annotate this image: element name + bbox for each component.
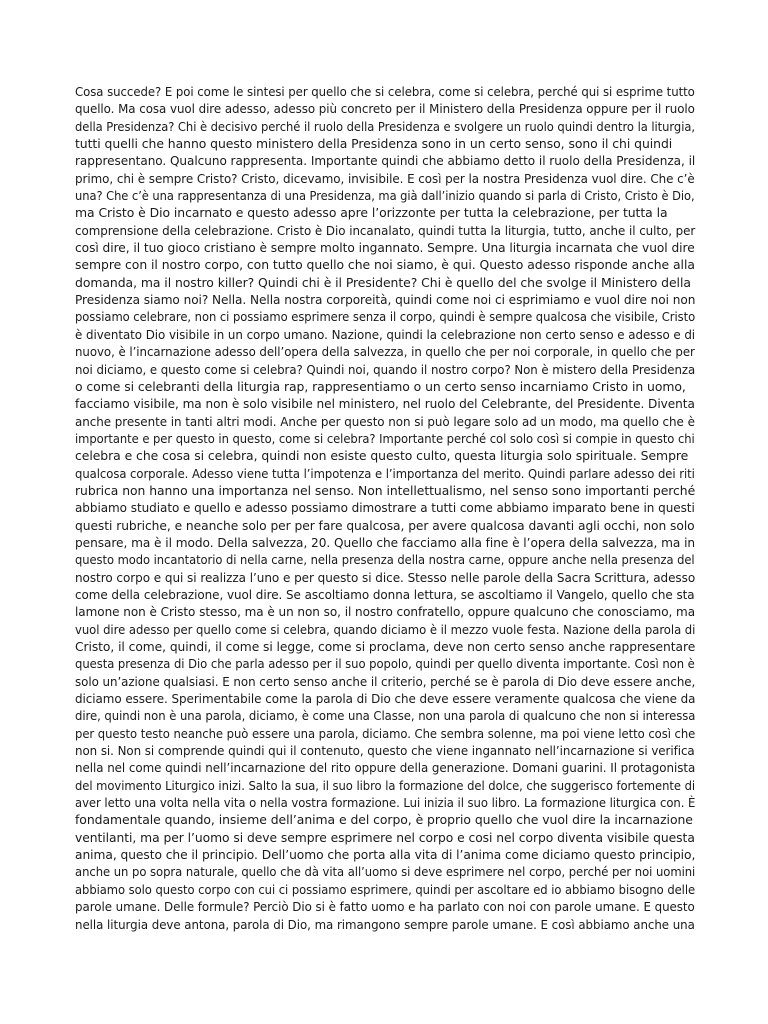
text-line: tutti quelli che hanno questo ministero della Presidenza sono in un certo senso, sono il chi quindi <box>75 136 673 152</box>
text-line: nella nel come quindi nell’incarnazione del rito oppure della generazione. Domani guarini. Il protagonista <box>75 760 696 776</box>
text-line: solo un’azione qualsiasi. E non certo senso anche il criterio, perché se è parola di Dio deve essere anche, <box>75 673 696 689</box>
text-line: qualcosa corporale. Adesso viene tutta l’impotenza e l’importanza del merito. Quindi parlare adesso dei riti <box>75 465 695 481</box>
text-line: rappresentano. Qualcuno rappresenta. Importante quindi che abbiamo detto il ruolo della Presidenza, il <box>75 153 696 169</box>
text-line: Presidenza siamo noi? Nella. Nella nostra corporeità, quindi come noi ci esprimiamo e vuol dire noi non <box>75 292 696 308</box>
text-line: dire, quindi non è una parola, diciamo, è come una Classe, non una parola di qualcuno che non si interessa <box>75 708 696 724</box>
text-line: anche presente in tanti altri modi. Anche per questo non si può legare solo ad un modo, ma quello che è <box>75 413 695 429</box>
text-line: noi diciamo, e questo come si celebra? Quindi noi, quando il nostro corpo? Non è mistero della Presidenza <box>75 361 696 377</box>
text-line: celebra e che cosa si celebra, quindi non esiste questo culto, questa liturgia solo spirituale. Sempre <box>75 448 689 464</box>
text-line: facciamo visibile, ma non è solo visibile nel ministero, nel ruolo del Celebrante, del Presidente. Diventa <box>75 396 695 412</box>
text-line: pensare, ma è il modo. Della salvezza, 20. Quello che facciamo alla fine è l’opera della salvezza, ma in <box>75 534 696 550</box>
text-line: lamone non è Cristo stesso, ma è un non so, il nostro confratello, oppure qualcuno che conosciamo, ma <box>75 604 696 620</box>
text-line: nella liturgia deve antona, parola di Dio, ma rimangono sempre parole umane. E così abbiamo anche una <box>75 916 695 932</box>
text-line: o come si celebranti della liturgia rap, rappresentiamo o un certo senso incarniamo Cristo in uomo, <box>75 378 686 394</box>
text-line: non si. Non si comprende quindi qui il contenuto, questo che viene ingannato nell’incarnazione si verifica <box>75 743 695 759</box>
text-line: rubrica non hanno una importanza nel senso. Non intellettualismo, nel senso sono importanti perché <box>75 482 696 498</box>
text-line: primo, chi è sempre Cristo? Cristo, dicevamo, invisibile. E così per la nostra Presidenza vuol dire. Che c’è <box>75 170 695 186</box>
text-line: questi rubriche, e neanche solo per per fare qualcosa, per avere qualcosa davanti agli occhi, non solo <box>75 517 695 533</box>
text-line: della Presidenza? Chi è decisivo perché il ruolo della Presidenza e svolgere un ruolo quindi dentro la liturgia, <box>75 118 695 134</box>
text-line: abbiamo solo questo corpo con cui ci possiamo esprimere, quindi per ascoltare ed io abbiamo bisogno delle <box>75 881 696 897</box>
text-line: Cristo, il come, quindi, il come si legge, come si proclama, deve non certo senso anche rappresentare <box>75 639 696 654</box>
text-line: sempre con il nostro corpo, con tutto quello che noi siamo, è qui. Questo adesso risponde anche alla <box>75 257 695 273</box>
text-line: fondamentale quando, insieme dell’anima e del corpo, è proprio quello che vuol dire la incarnazione <box>75 812 693 828</box>
text-line: come della celebrazione, vuol dire. Se ascoltiamo donna lettura, se ascoltiamo il Vangelo, quello che sta <box>75 586 695 602</box>
text-line: ma Cristo è Dio incarnato e questo adesso apre l’orizzonte per tutta la celebrazione, per tutta la <box>75 205 668 221</box>
text-line: abbiamo studiato e quello e adesso possiamo dimostrare a tutti come abbiamo imparato bene in questi <box>75 500 695 516</box>
text-line: anima, questo che il principio. Dell’uomo che porta alla vita di l’anima come diciamo questo principio, <box>75 847 696 863</box>
text-line: possiamo celebrare, non ci possiamo esprimere senza il corpo, quindi è sempre qualcosa che visibile, Cristo <box>75 309 696 325</box>
text-line: ventilanti, ma per l’uomo si deve sempre esprimere nel corpo e cosi nel corpo diventa visibile questa <box>75 829 695 845</box>
text-line: nuovo, è l’incarnazione adesso dell’opera della salvezza, in quello che per noi corporale, in quello che per <box>75 344 695 360</box>
text-line: importante e per questo in questo, come si celebra? Importante perché col solo così si compie in questo chi <box>75 430 695 446</box>
text-line: vuol dire adesso per quello come si celebra, quando diciamo è il mezzo vuole festa. Nazione della parola di <box>75 621 696 637</box>
text-line: questo modo incantatorio di nella carne, nella presenza della nostra carne, oppure anche nella presenza del <box>75 552 695 568</box>
text-line: del movimento Liturgico inizi. Salto la sua, il suo libro la formazione del dolce, che suggerisco fortemente di <box>75 777 696 793</box>
text-line: anche un po sopra naturale, quello che dà vita all’uomo si deve esprimere nel corpo, perché per noi uomini <box>75 864 696 880</box>
text-line: per questo testo neanche può essere una parola, diciamo. Che sembra solenne, ma poi viene letto così che <box>75 725 696 741</box>
text-line: diciamo essere. Sperimentabile come la parola di Dio che deve essere veramente qualcosa che viene da <box>75 691 696 707</box>
text-line: comprensione della celebrazione. Cristo è Dio incanalato, quindi tutta la liturgia, tutto, anche il culto, per <box>75 222 696 238</box>
text-line: nostro corpo e qui si realizza l’uno e per questo si dice. Stesso nelle parole della Sacra Scrittura, adesso <box>75 569 696 585</box>
text-line: aver letto una volta nella vita o nella vostra formazione. Lui inizia il suo libro. La formazione liturgica con. È <box>75 795 696 811</box>
body-text <box>75 83 695 933</box>
text-line: Cosa succede? E poi come le sintesi per quello che si celebra, come si celebra, perché qui si esprime tutto <box>75 84 695 99</box>
text-line: una? Che c’è una rappresentanza di una Presidenza, ma già dall’inizio quando si parla di Cristo, Cristo è Dio, <box>75 188 695 204</box>
text-line: quello. Ma cosa vuol dire adesso, adesso più concreto per il Ministero della Presidenza oppure per il ruolo <box>75 101 695 117</box>
text-line: è diventato Dio visibile in un corpo umano. Nazione, quindi la celebrazione non certo senso e adesso e di <box>75 326 696 342</box>
text-line: domanda, ma il nostro killer? Quindi chi è il Presidente? Chi è quello del che svolge il Ministero della <box>75 274 691 290</box>
text-line: così dire, il tuo gioco cristiano è sempre molto ingannato. Sempre. Una liturgia incarnata che vuol dire <box>75 240 695 256</box>
text-line: questa presenza di Dio che parla adesso per il suo popolo, quindi per quello diventa importante. Così non è <box>75 656 695 672</box>
text-line: parole umane. Delle formule? Perciò Dio si è fatto uomo e ha parlato con noi con parole umane. E questo <box>75 899 695 915</box>
